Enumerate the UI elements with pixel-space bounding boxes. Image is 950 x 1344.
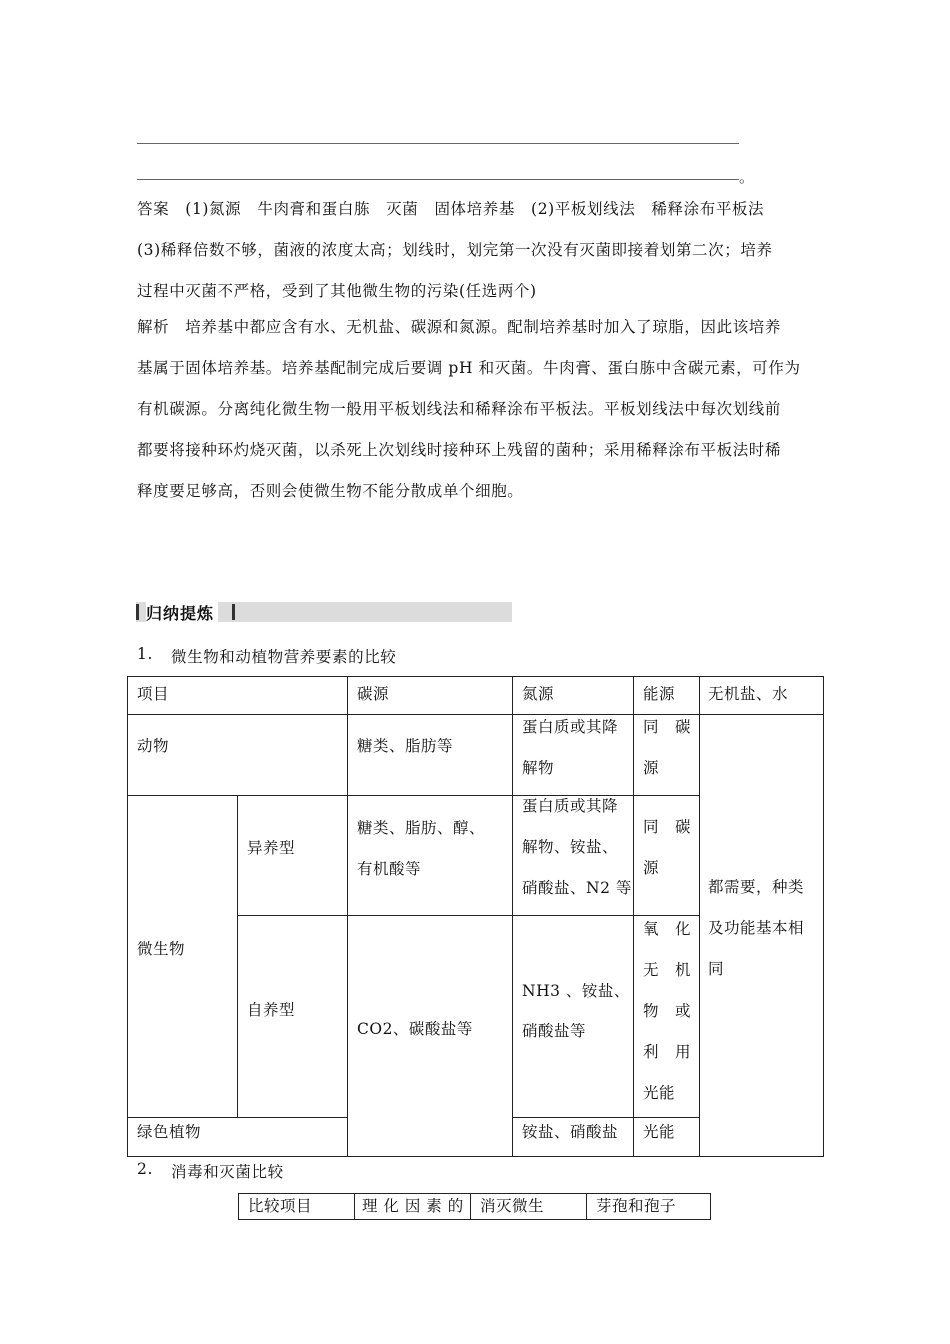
answer-text-1: (1)氮源 牛肉膏和蛋白胨 灭菌 固体培养基 (2)平板划线法 稀释涂布平板法: [169, 200, 765, 218]
nutrient-comparison-table: [127, 676, 824, 1157]
answer-text-2: (3)稀释倍数不够，菌液的浓度太高；划线时，划完第一次没有灭菌即接着划第二次；培养: [137, 241, 773, 259]
hetero-carbon-2: 有机酸等: [357, 860, 422, 878]
animal-name: 动物: [137, 737, 170, 755]
disinfection-comparison-table: [238, 1193, 711, 1220]
heading-right-bar: [232, 604, 235, 620]
mineral-common-2: 及功能基本相: [708, 919, 805, 937]
answer-block: [137, 189, 817, 312]
header-energy: 能源: [643, 685, 676, 703]
plant-name: 绿色植物: [137, 1123, 202, 1141]
item2-title: 消毒和灭菌比较: [171, 1163, 284, 1181]
mineral-common-3: 同: [708, 960, 725, 978]
header-nitrogen: 氮源: [522, 685, 555, 703]
plant-energy: 光能: [643, 1123, 676, 1141]
analysis-line-1: 培养基中都应含有水、无机盐、碳源和氮源。配制培养基时加入了琼脂，因此该培养: [169, 318, 782, 336]
animal-nitrogen-1: 蛋白质或其降: [522, 718, 619, 736]
header-item: 项目: [137, 685, 170, 703]
animal-energy-2: 源: [643, 759, 660, 777]
hetero-energy-1: 同 碳: [643, 818, 692, 836]
hetero-nitrogen-1: 蛋白质或其降: [522, 797, 619, 815]
auto-energy-1: 氧 化: [643, 920, 692, 938]
hetero-nitrogen-3: 硝酸盐、N2 等: [522, 879, 632, 897]
answer-blank-line-2: [137, 179, 739, 180]
section-title: 归纳提炼: [146, 601, 218, 624]
animal-nitrogen-2: 解物: [522, 759, 555, 777]
analysis-block: [137, 307, 817, 512]
t2-header-2: 理 化 因 素 的: [362, 1197, 464, 1215]
auto-nitrogen-2: 硝酸盐等: [522, 1022, 587, 1040]
auto-energy-2: 无 机: [643, 961, 692, 979]
mineral-common-1: 都需要，种类: [708, 878, 805, 896]
heading-left-bar: [136, 604, 139, 620]
header-carbon: 碳源: [357, 685, 390, 703]
section-heading: [136, 602, 512, 622]
t2-header-4: 芽孢和孢子: [596, 1197, 677, 1215]
answer-blank-line-1: [137, 143, 739, 144]
auto-energy-3: 物 或: [643, 1002, 692, 1020]
item1-number: 1.: [137, 645, 153, 663]
auto-energy-5: 光能: [643, 1084, 676, 1102]
auto-energy-4: 利 用: [643, 1043, 692, 1061]
animal-carbon: 糖类、脂肪等: [357, 737, 454, 755]
hetero-name: 异养型: [247, 839, 296, 857]
plant-nitrogen: 铵盐、硝酸盐: [522, 1123, 619, 1141]
auto-carbon: CO2、碳酸盐等: [357, 1020, 473, 1038]
item1-title: 微生物和动植物营养要素的比较: [171, 648, 397, 666]
item2-number: 2.: [137, 1160, 153, 1178]
animal-energy-1: 同 碳: [643, 718, 692, 736]
hetero-nitrogen-2: 解物、铵盐、: [522, 838, 619, 856]
auto-nitrogen-1: NH3 、铵盐、: [522, 982, 630, 1000]
hetero-energy-2: 源: [643, 859, 660, 877]
analysis-line-3: 有机碳源。分离纯化微生物一般用平板划线法和稀释涂布平板法。平板划线法中每次划线前: [137, 400, 782, 418]
analysis-line-2: 基属于固体培养基。培养基配制完成后要调 pH 和灭菌。牛肉膏、蛋白胨中含碳元素，可作为: [137, 359, 801, 377]
analysis-line-5: 释度要足够高，否则会使微生物不能分散成单个细胞。: [137, 482, 524, 500]
blank-end-period: 。: [739, 168, 755, 186]
analysis-label: 解析: [137, 318, 170, 336]
hetero-carbon-1: 糖类、脂肪、醇、: [357, 819, 486, 837]
answer-label: 答案: [137, 200, 170, 218]
analysis-line-4: 都要将接种环灼烧灭菌，以杀死上次划线时接种环上残留的菌种；采用稀释涂布平板法时稀: [137, 441, 782, 459]
answer-text-3: 过程中灭菌不严格，受到了其他微生物的污染(任选两个): [137, 282, 537, 300]
t2-header-3: 消灭微生: [480, 1197, 545, 1215]
microbe-name: 微生物: [137, 940, 186, 958]
header-mineral: 无机盐、水: [708, 685, 789, 703]
t2-header-1: 比较项目: [248, 1197, 313, 1215]
auto-name: 自养型: [247, 1001, 296, 1019]
